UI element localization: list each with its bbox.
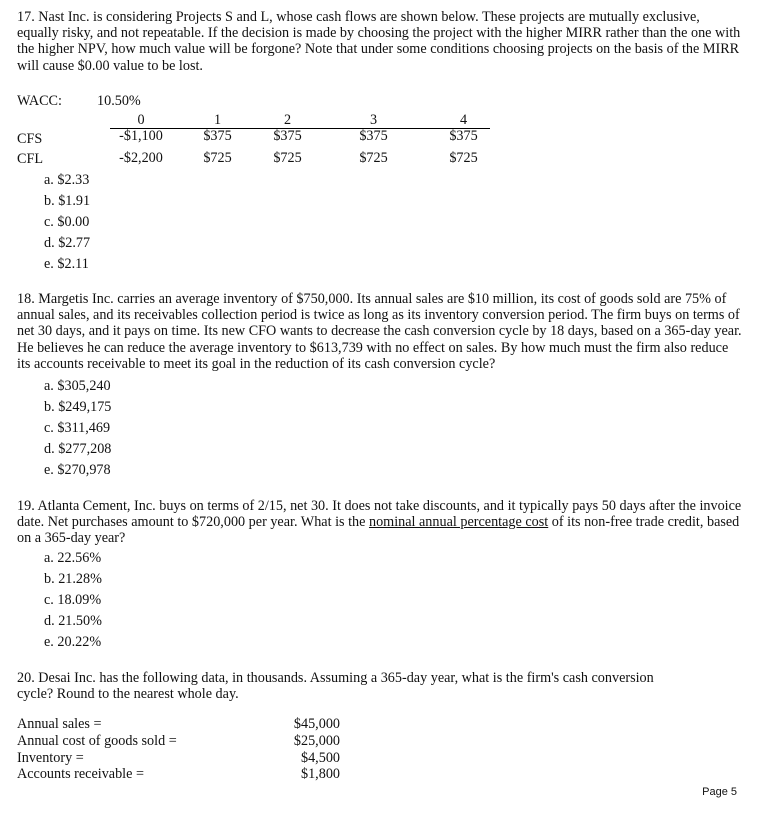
period-header: 3 (369, 112, 378, 128)
q18-text: 18. Margetis Inc. carries an average inventory of $750,000. Its annual sales are $10 million, its cost of goods sold are 75% of annual sales, and its receivables collection period is twice as long as its inventory conversion period. The firm buys on terms of net 30 days, and it pays on time. Its new CFO wants to decrease the cash conversion cycle by 18 days, based on a 365-day year. He believes he can reduce the average inventory to $613,739 with no effect on sales. By how much must the firm also reduce its accounts receivable to meet its goal in the reduction of its cash conversion cycle? (17, 291, 742, 372)
q20-item-value: $45,000 (293, 716, 340, 732)
cell-cfl-4: $725 (449, 150, 478, 166)
q19-option: c. 18.09% (44, 592, 102, 608)
q19-text-underlined: nominal annual percentage cost (368, 514, 549, 531)
row-label-cfs: CFS (17, 131, 43, 147)
q19-option: b. 21.28% (44, 571, 102, 587)
cell-cfs-0: -$1,100 (119, 128, 163, 144)
cell-cfs-2: $375 (273, 128, 302, 144)
row-label-cfl: CFL (17, 151, 44, 167)
cell-cfs-1: $375 (203, 128, 232, 144)
q18-option: b. $249,175 (44, 399, 112, 415)
q20-item-value: $4,500 (300, 750, 340, 766)
q20-item-label: Accounts receivable = (17, 766, 144, 782)
q17-option: a. $2.33 (44, 172, 90, 188)
period-header: 1 (213, 112, 222, 128)
q19-text (17, 498, 742, 547)
page-number: Page 5 (702, 786, 737, 798)
q18-option: d. $277,208 (44, 441, 112, 457)
period-header: 4 (459, 112, 468, 128)
q20-text: 20. Desai Inc. has the following data, in thousands. Assuming a 365-day year, what is the firm's cash conversion cycle? Round to the nearest whole day. (17, 670, 654, 703)
q19-option: d. 21.50% (44, 613, 102, 629)
cell-cfl-2: $725 (273, 150, 302, 166)
q19-option: e. 20.22% (44, 634, 102, 650)
cell-cfl-0: -$2,200 (119, 150, 163, 166)
q20-item-value: $25,000 (293, 733, 340, 749)
q17-option: d. $2.77 (44, 235, 91, 251)
period-header: 0 (137, 112, 145, 128)
period-header: 2 (283, 112, 292, 128)
q20-item-label: Annual sales = (17, 716, 102, 732)
q18-option: a. $305,240 (44, 378, 111, 394)
q20-item-value: $1,800 (300, 766, 340, 782)
q18-option: e. $270,978 (44, 462, 111, 478)
wacc-label: WACC: (17, 93, 62, 109)
q17-text: 17. Nast Inc. is considering Projects S and L, whose cash flows are shown below. These projects are mutually exclusive, equally risky, and not repeatable. If the decision is made by choosing the project with the higher MIRR rather than the one with the higher NPV, how much value will be forgone? Note that under some conditions choosing projects on the basis of the MIRR will cause $0.00 value to be lost. (17, 9, 741, 74)
q19-text-after: of its non-free trade credit, based on a 365-day year? (17, 514, 740, 547)
q17-option: c. $0.00 (44, 214, 90, 230)
q17-option: e. $2.11 (44, 256, 89, 272)
q19-option: a. 22.56% (44, 550, 102, 566)
q20-item-label: Inventory = (17, 750, 84, 766)
q17-option: b. $1.91 (44, 193, 91, 209)
cell-cfs-3: $375 (359, 128, 388, 144)
cell-cfs-4: $375 (449, 128, 478, 144)
q19-text-before: 19. Atlanta Cement, Inc. buys on terms of 2/15, net 30. It does not take discounts, and it typically pays 50 days after the invoice date. Net purchases amount to $720,000 per year. What is the (17, 498, 742, 531)
cell-cfl-1: $725 (203, 150, 232, 166)
wacc-value: 10.50% (97, 93, 141, 109)
q20-item-label: Annual cost of goods sold = (17, 733, 177, 749)
cell-cfl-3: $725 (359, 150, 388, 166)
q18-option: c. $311,469 (44, 420, 111, 436)
